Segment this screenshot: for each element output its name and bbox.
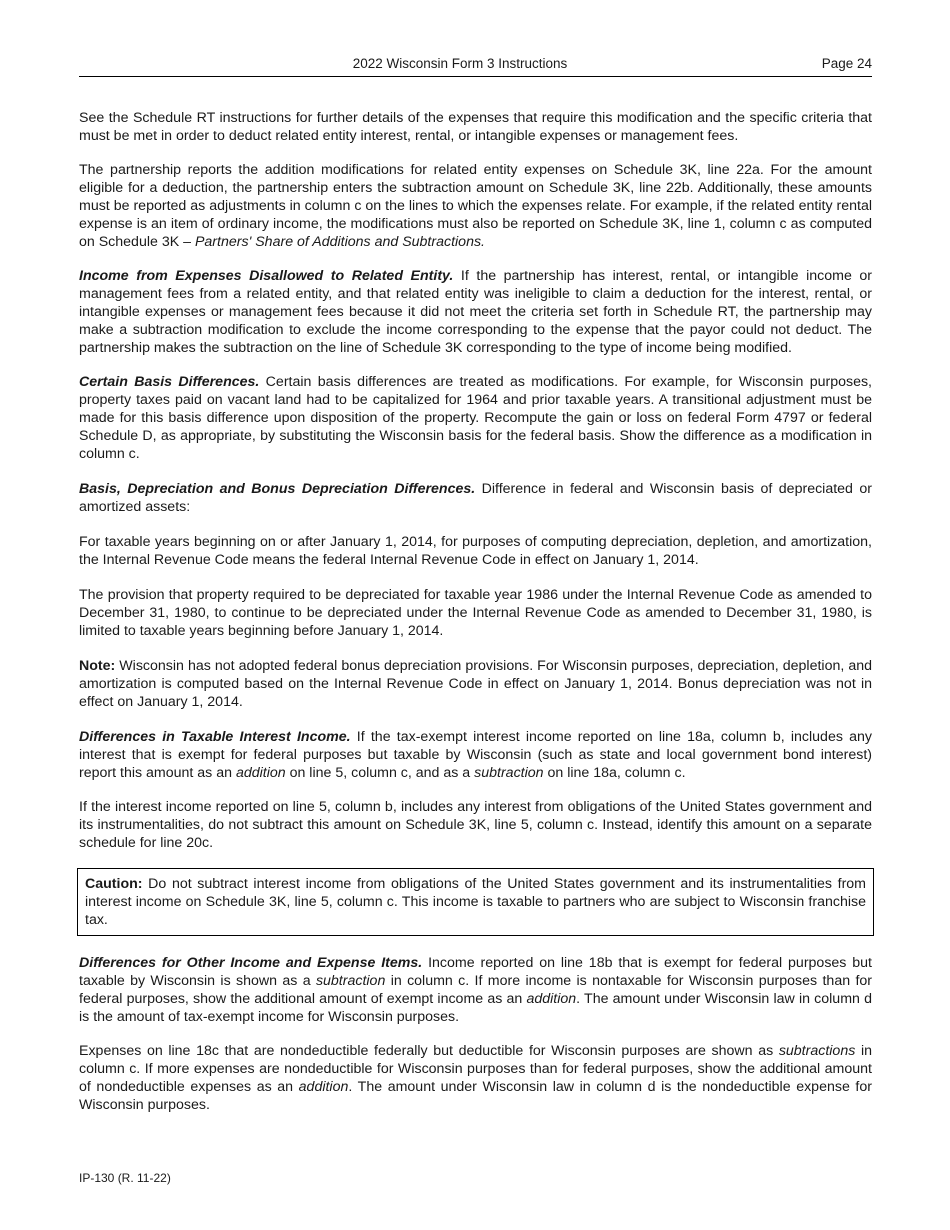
paragraph-text: . The amount under Wisconsin law in column d is the amount of tax-exempt income for Wisconsin purposes. xyxy=(79,991,872,1025)
term-subtraction: subtraction xyxy=(474,765,544,781)
document-title: 2022 Wisconsin Form 3 Instructions xyxy=(352,56,568,71)
paragraph-text: If the partnership has interest, rental, or intangible income or management fees from a related entity, and that related entity was ineligible to claim a deduction for the interest, rental, or intangible expenses or management fees because it did not meet the criteria set forth in Schedule RT, the partnership may make a subtraction modification to exclude the income corresponding to the expense that the payor could not deduct. The partnership makes the subtraction on the line of Schedule 3K corresponding to the type of income being modified. xyxy=(79,268,873,356)
paragraph-text: Certain basis differences are treated as modifications. For example, for Wisconsin purposes, property taxes paid on vacant land had to be capitalized for 1964 and prior taxable years. A transitional adjustment must be made for this basis difference upon disposition of the property. Recompute the gain or loss on federal Form 4797 or federal Schedule D, as appropriate, by substituting the Wisconsin basis for the federal basis. Show the difference as a modification in column c. xyxy=(79,374,872,462)
document-body xyxy=(79,109,872,1130)
term-addition: addition xyxy=(235,765,286,781)
paragraph-taxable-interest xyxy=(79,728,872,782)
paragraph-text: on line 18a, column c. xyxy=(543,765,686,781)
paragraph-text: Difference in federal and Wisconsin basis of depreciated or amortized assets: xyxy=(79,481,872,515)
paragraph-italic-title: Partners' Share of Additions and Subtractions. xyxy=(194,234,485,250)
paragraph-text: Do not subtract interest income from obligations of the United States government and its instrumentalities from interest income on Schedule 3K, line 5, column c. This income is taxable to partners who are subject to Wisconsin franchise tax. xyxy=(85,876,866,928)
section-heading: Income from Expenses Disallowed to Related Entity. xyxy=(79,268,454,284)
paragraph-text: The partnership reports the addition modifications for related entity expenses on Schedule 3K, line 22a. For the amount eligible for a deduction, the partnership enters the subtraction amount on Schedule 3K, line 22b. Additionally, these amounts must be reported as adjustments in column c on the lines to which the expenses relate. For example, if the related entity rental expense is an item of ordinary income, the modifications must also be reported on Schedule 3K, line 1, column c as computed on Schedule 3K – xyxy=(79,162,872,250)
paragraph-other-income xyxy=(79,954,872,1026)
page-header xyxy=(79,55,872,77)
term-addition: addition xyxy=(526,991,577,1007)
term-addition: addition xyxy=(298,1079,349,1095)
paragraph-text: on line 5, column c, and as a xyxy=(285,765,475,781)
paragraph-text: Wisconsin has not adopted federal bonus depreciation provisions. For Wisconsin purposes, depreciation, depletion, and amortization is computed based on the Internal Revenue Code in effect on January 1, 2014. Bonus depreciation was not in effect on January 1, 2014. xyxy=(79,658,872,710)
paragraph-1986-provision: The provision that property required to be depreciated for taxable year 1986 under the Internal Revenue Code as amended to December 31, 1980, to continue to be depreciated under the Internal Revenue Code as amended to December 31, 1980, is limited to taxable years beginning before January 1, 2014. xyxy=(79,587,872,639)
paragraph-text: If the tax-exempt interest income reported on line 18a, column b, includes any interest that is exempt for federal purposes but taxable by Wisconsin (such as state and local government bond interest) report this amount as an xyxy=(79,729,872,781)
paragraph-irc-2014: For taxable years beginning on or after January 1, 2014, for purposes of computing depreciation, depletion, and amortization, the Internal Revenue Code means the federal Internal Revenue Code in effect on January 1, 2014. xyxy=(79,534,872,568)
caution-label: Caution: xyxy=(85,876,143,892)
section-heading: Certain Basis Differences. xyxy=(79,374,260,390)
paragraph-text: in column c. If more expenses are nondeductible for Wisconsin purposes than for federal purposes, show the additional amount of nondeductible expenses as an xyxy=(79,1043,872,1095)
paragraph-text: . The amount under Wisconsin law in column d is the nondeductible expense for Wisconsin purposes. xyxy=(79,1079,872,1113)
term-subtractions: subtractions xyxy=(778,1043,856,1059)
form-code-footer: IP-130 (R. 11-22) xyxy=(79,1171,171,1185)
caution-text xyxy=(85,875,866,929)
paragraph-related-entity-reporting xyxy=(79,161,872,251)
term-subtraction: subtraction xyxy=(315,973,386,989)
paragraph-basis-differences xyxy=(79,373,872,463)
paragraph-schedule-rt: See the Schedule RT instructions for further details of the expenses that require this modification and the specific criteria that must be met in order to deduct related entity interest, rental, or intangible expenses or management fees. xyxy=(79,110,872,144)
paragraph-income-disallowed xyxy=(79,267,872,357)
page-number: Page 24 xyxy=(821,56,872,71)
paragraph-bonus-note xyxy=(79,657,872,711)
paragraph-text: Income reported on line 18b that is exempt for federal purposes but taxable by Wisconsin is shown as a xyxy=(79,955,872,989)
section-heading: Basis, Depreciation and Bonus Depreciation Differences. xyxy=(79,481,476,497)
paragraph-text: Expenses on line 18c that are nondeductible federally but deductible for Wisconsin purposes are shown as xyxy=(79,1043,779,1059)
paragraph-text: in column c. If more income is nontaxable for Wisconsin purposes than for federal purposes, show the additional amount of exempt income as an xyxy=(79,973,872,1007)
paragraph-us-obligations: If the interest income reported on line 5, column b, includes any interest from obligations of the United States government and its instrumentalities, do not subtract this amount on Schedule 3K, line 5, column c. Instead, identify this amount on a separate schedule for line 20c. xyxy=(79,799,872,851)
section-heading: Differences for Other Income and Expense Items. xyxy=(79,955,423,971)
section-heading: Differences in Taxable Interest Income. xyxy=(79,729,351,745)
caution-box xyxy=(77,868,874,936)
paragraph-depreciation-differences xyxy=(79,480,872,516)
paragraph-nondeductible-expenses xyxy=(79,1042,872,1114)
note-label: Note: xyxy=(79,658,116,674)
